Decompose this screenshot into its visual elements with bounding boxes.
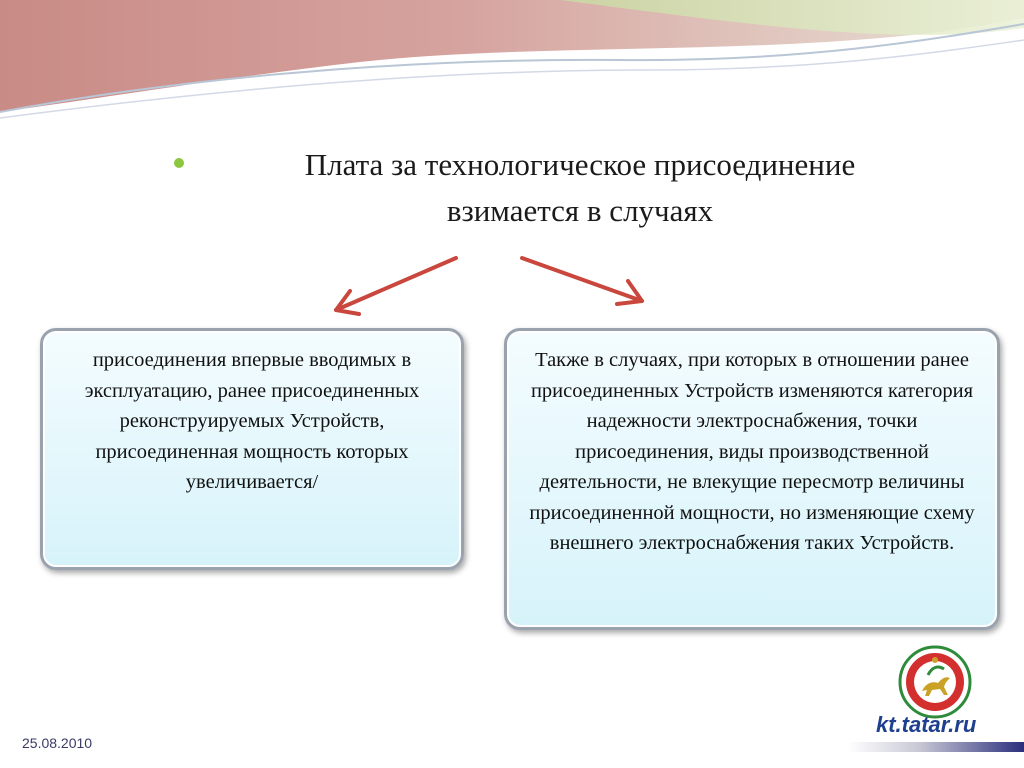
bullet-dot-icon — [174, 158, 184, 168]
left-arrow-icon — [336, 258, 456, 314]
tatarstan-emblem-icon — [898, 645, 972, 719]
slide-title — [200, 142, 960, 234]
site-link[interactable]: kt.tatar.ru — [876, 712, 977, 737]
right-box-text: Также в случаях, при которых в отношении ранее присоединенных Устройств изменяются категория надежности электроснабжения, точки присоединения, виды производственной деятельности, не влекущие пересмотр величины присоединенной мощности, но изменяющие схему внешнего электроснабжения таких Устройств. — [529, 349, 975, 554]
top-wave-decoration — [0, 0, 1024, 130]
footer-date: 25.08.2010 — [22, 735, 93, 751]
right-arrow-icon — [522, 258, 642, 304]
right-text-box — [504, 328, 1000, 630]
left-box-text: присоединения впервые вводимых в эксплуатацию, ранее присоединенных реконструируемых Устройств, присоединенная мощность которых увеличивается/ — [84, 349, 420, 493]
site-underline-bar — [848, 742, 1024, 752]
title-line-1: Плата за технологическое присоединение — [304, 147, 856, 182]
left-text-box — [40, 328, 464, 570]
title-line-2: взимается в случаях — [446, 193, 714, 228]
